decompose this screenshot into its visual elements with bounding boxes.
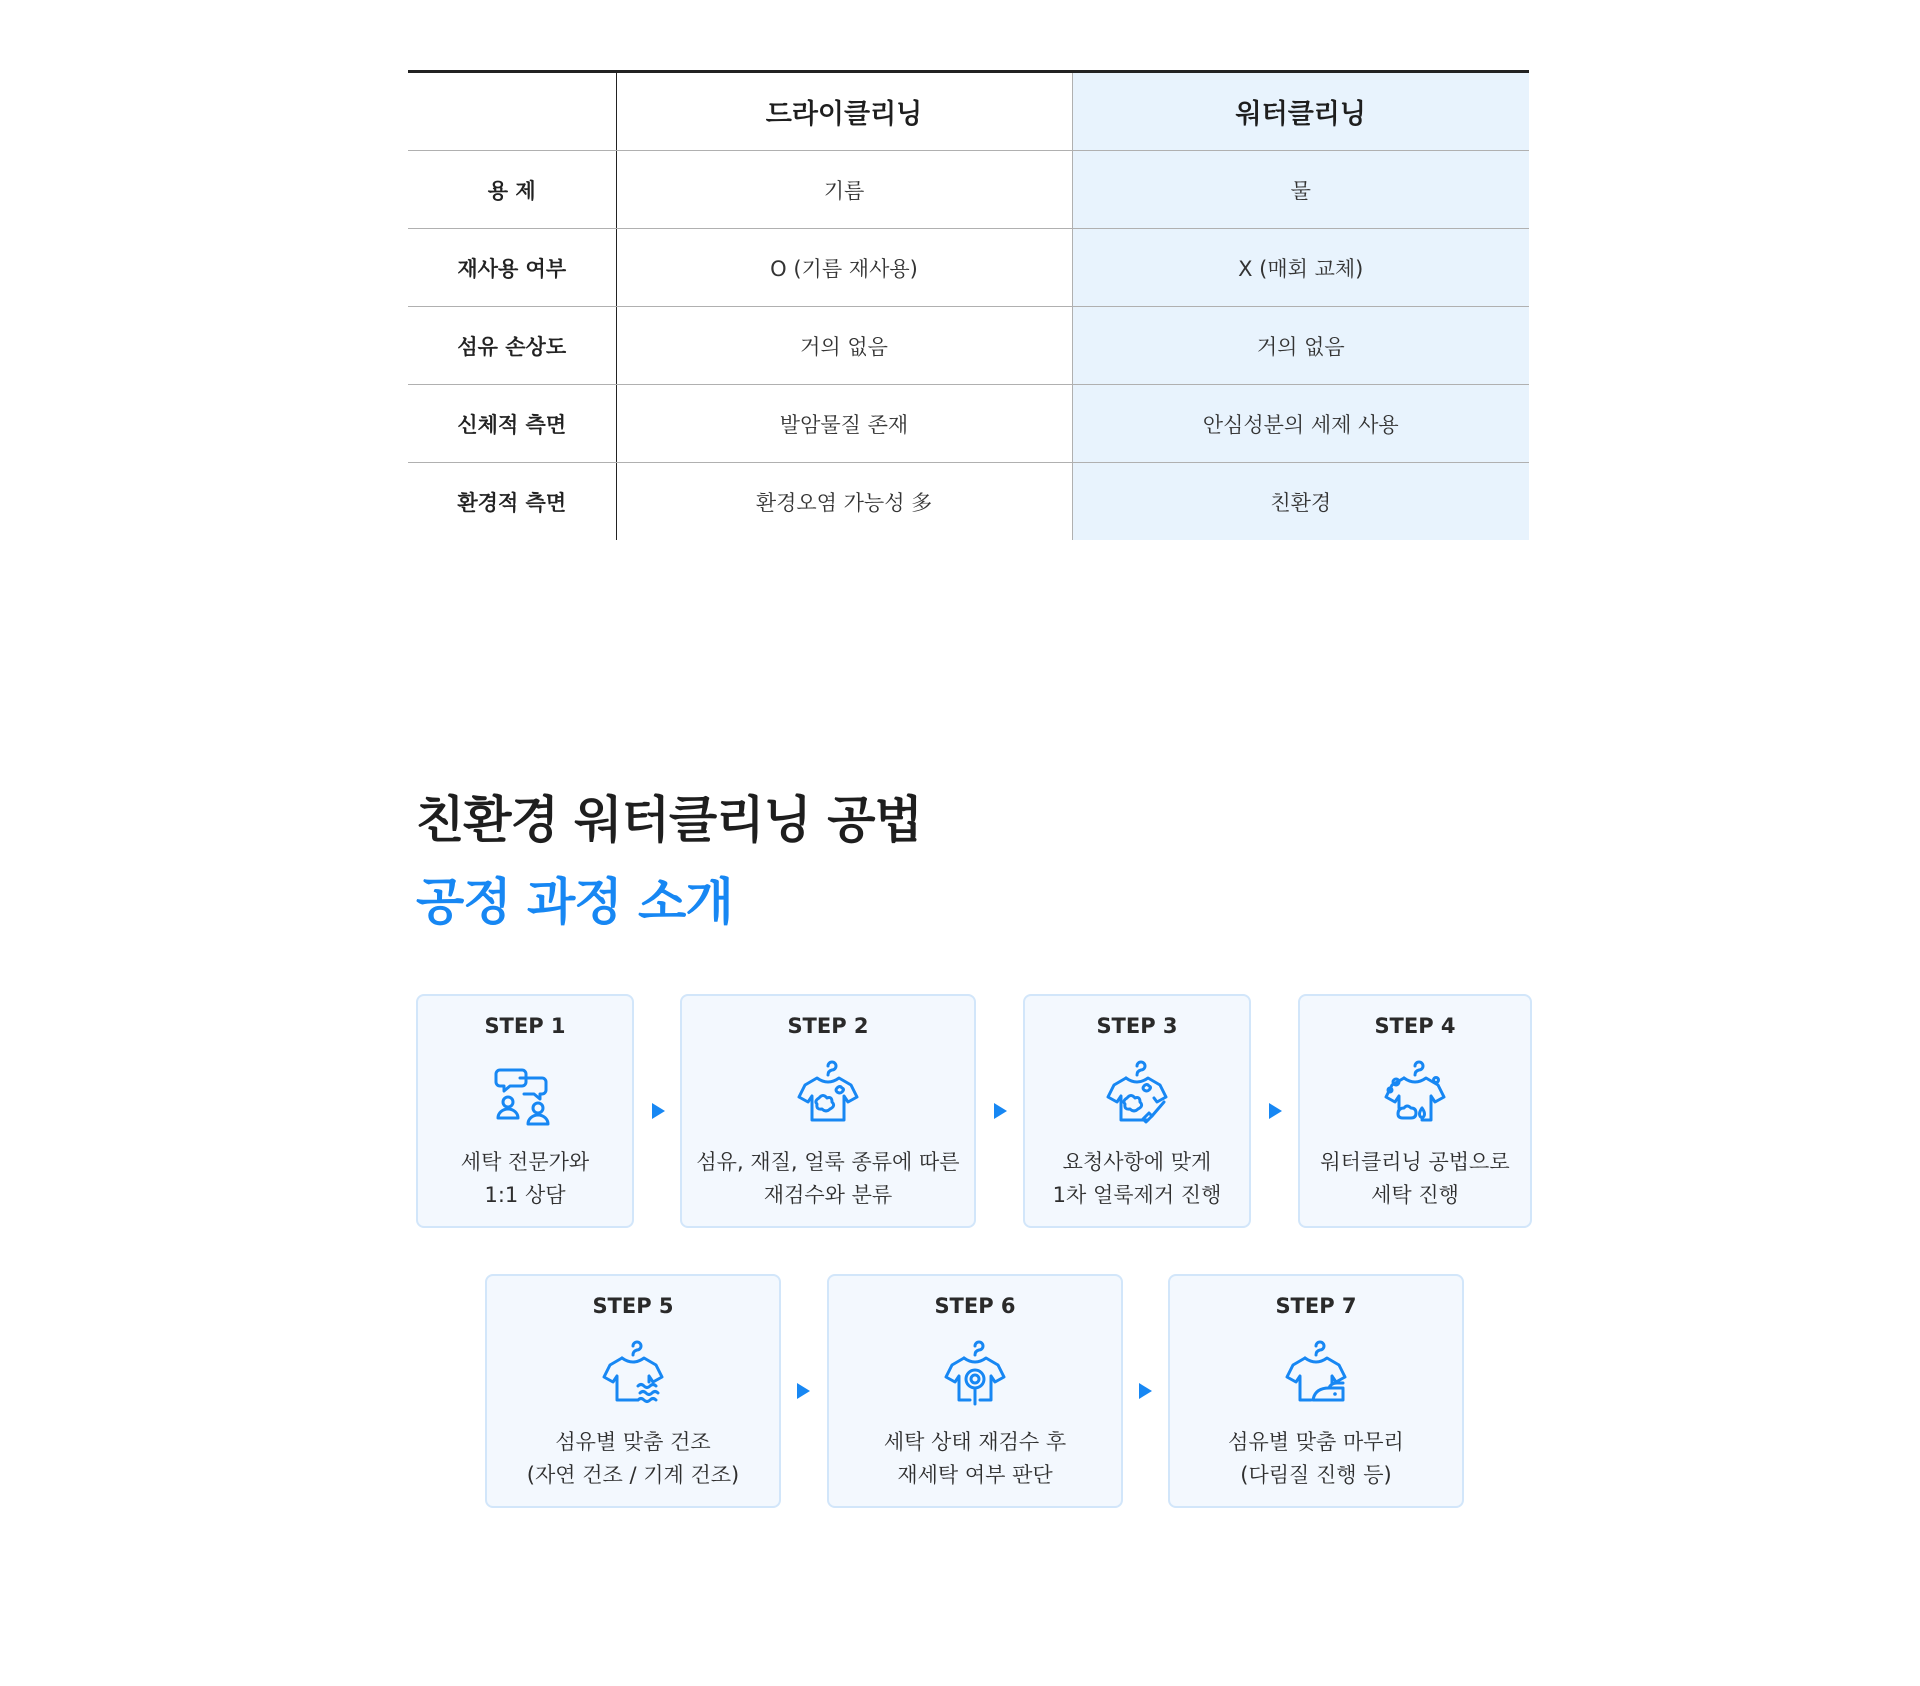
step-description-line1: 요청사항에 맞게 bbox=[1062, 1150, 1212, 1174]
step-label: STEP 1 bbox=[484, 1014, 566, 1038]
row-label: 환경적 측면 bbox=[457, 490, 567, 515]
comparison-table bbox=[408, 70, 1529, 540]
row-label: 신체적 측면 bbox=[408, 385, 616, 463]
step-label: STEP 2 bbox=[787, 1014, 869, 1038]
shirt-bubbles-water-icon bbox=[1380, 1058, 1450, 1128]
header-dry-cleaning: 드라이클리닝 bbox=[616, 72, 1072, 151]
shirt-stain-icon bbox=[793, 1058, 863, 1128]
water-cleaning-value: 친환경 bbox=[1072, 463, 1529, 541]
table-row bbox=[408, 151, 1529, 229]
table-row bbox=[408, 463, 1529, 541]
row-label: 재사용 여부 bbox=[408, 229, 616, 307]
step-description-line2: 1차 얼룩제거 진행 bbox=[1052, 1183, 1222, 1207]
step-description-line2: 세탁 진행 bbox=[1371, 1183, 1459, 1207]
step-description-line1: 섬유별 맞춤 마무리 bbox=[1228, 1430, 1404, 1454]
step-arrow-icon bbox=[994, 1103, 1007, 1119]
step-label: STEP 3 bbox=[1096, 1014, 1178, 1038]
step-description-line1: 워터클리닝 공법으로 bbox=[1320, 1150, 1510, 1174]
step-label: STEP 6 bbox=[934, 1294, 1016, 1318]
row-label: 섬유 손상도 bbox=[408, 307, 616, 385]
step-description-line2: 재세탁 여부 판단 bbox=[897, 1463, 1053, 1487]
step-label: STEP 7 bbox=[1275, 1294, 1357, 1318]
shirt-stain-removal-icon bbox=[1102, 1058, 1172, 1128]
step-card-7 bbox=[1168, 1274, 1464, 1508]
shirt-drying-icon bbox=[598, 1338, 668, 1408]
step-label: STEP 4 bbox=[1374, 1014, 1456, 1038]
step-description-line2: (자연 건조 / 기계 건조) bbox=[526, 1463, 740, 1487]
step-description-line1: 세탁 전문가와 bbox=[460, 1150, 590, 1174]
step-description-line2: 재검수와 분류 bbox=[763, 1183, 893, 1207]
dry-cleaning-value: 기름 bbox=[616, 151, 1072, 229]
dry-cleaning-value: O (기름 재사용) bbox=[616, 229, 1072, 307]
step-arrow-icon bbox=[797, 1383, 810, 1399]
shirt-ironing-icon bbox=[1281, 1338, 1351, 1408]
step-description-line1: 섬유별 맞춤 건조 bbox=[555, 1430, 711, 1454]
step-card-2 bbox=[680, 994, 976, 1228]
table-row bbox=[408, 307, 1529, 385]
dry-cleaning-value: 거의 없음 bbox=[616, 307, 1072, 385]
step-arrow-icon bbox=[1139, 1383, 1152, 1399]
table-row bbox=[408, 229, 1529, 307]
section-title: 친환경 워터클리닝 공법 bbox=[416, 791, 922, 849]
step-card-4 bbox=[1298, 994, 1532, 1228]
step-description-line1: 세탁 상태 재검수 후 bbox=[883, 1430, 1067, 1454]
dry-cleaning-value: 환경오염 가능성 多 bbox=[616, 463, 1072, 541]
table-row bbox=[408, 385, 1529, 463]
water-cleaning-value: 안심성분의 세제 사용 bbox=[1072, 385, 1529, 463]
step-description-line2: 1:1 상담 bbox=[484, 1183, 566, 1207]
step-arrow-icon bbox=[1269, 1103, 1282, 1119]
dry-cleaning-value: 발암물질 존재 bbox=[616, 385, 1072, 463]
header-water-cleaning: 워터클리닝 bbox=[1072, 72, 1529, 151]
water-cleaning-value: 거의 없음 bbox=[1072, 307, 1529, 385]
header-empty-cell bbox=[408, 72, 616, 151]
water-cleaning-value: 물 bbox=[1072, 151, 1529, 229]
step-card-6 bbox=[827, 1274, 1123, 1508]
step-card-3 bbox=[1023, 994, 1251, 1228]
step-card-5 bbox=[485, 1274, 781, 1508]
step-card-1 bbox=[416, 994, 634, 1228]
consultation-people-icon bbox=[490, 1058, 560, 1128]
step-arrow-icon bbox=[652, 1103, 665, 1119]
step-description-line1: 섬유, 재질, 얼룩 종류에 따른 bbox=[696, 1150, 960, 1174]
section-subtitle: 공정 과정 소개 bbox=[416, 873, 733, 931]
shirt-inspection-magnifier-icon bbox=[940, 1338, 1010, 1408]
step-label: STEP 5 bbox=[592, 1294, 674, 1318]
row-label: 용 제 bbox=[408, 151, 616, 229]
step-description-line2: (다림질 진행 등) bbox=[1240, 1463, 1392, 1487]
table-header-row bbox=[408, 72, 1529, 151]
water-cleaning-value: X (매회 교체) bbox=[1072, 229, 1529, 307]
